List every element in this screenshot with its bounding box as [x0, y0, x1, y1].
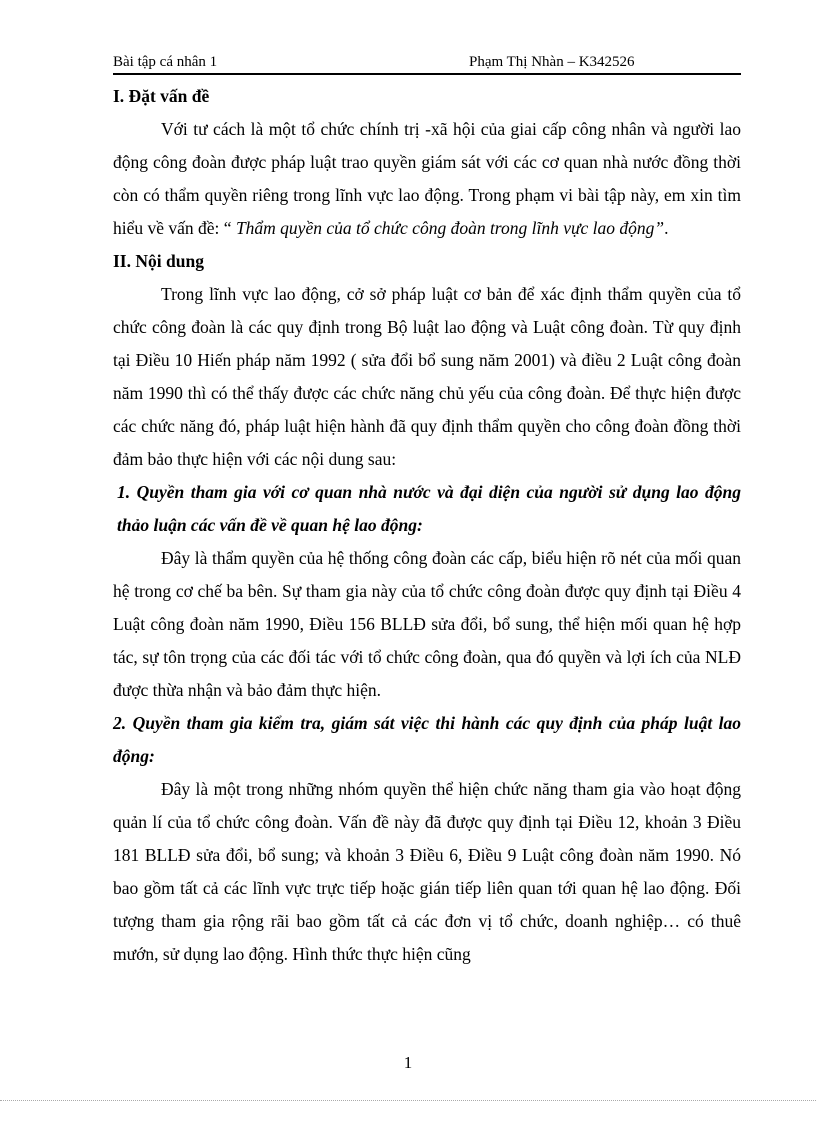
page-header	[113, 52, 741, 72]
section-1-text: Với tư cách là một tổ chức chính trị -xã hội của giai cấp công nhân và người lao động công đoàn được pháp luật trao quyền giám sát với các cơ quan nhà nước đồng thời còn có thẩm quyền riêng trong lĩnh vực lao động. Trong phạm vi bài tập này, em xin tìm hiểu về vấn đề: “	[113, 119, 741, 238]
section-2-heading: II. Nội dung	[113, 251, 204, 271]
section-1-heading: I. Đặt vấn đề	[113, 86, 210, 106]
subsection-2-paragraph: Đây là một trong những nhóm quyền thể hiện chức năng tham gia vào hoạt động quản lí của tổ chức công đoàn. Vấn đề này đã được quy định tại Điều 12, khoản 3 Điều 181 BLLĐ sửa đổi, bổ sung; và khoản 3 Điều 6, Điều 9 Luật công đoàn năm 1990. Nó bao gồm tất cả các lĩnh vực trực tiếp hoặc gián tiếp liên quan tới quan hệ lao động. Đối tượng tham gia rộng rãi bao gồm tất cả các đơn vị tổ chức, doanh nghiệp… có thuê mướn, sử dụng lao động. Hình thức thực hiện cũng	[113, 779, 741, 964]
page-break-line	[0, 1100, 816, 1101]
page-number: 1	[403, 1053, 413, 1072]
section-1-end: .	[664, 218, 669, 238]
subsection-2-heading: 2. Quyền tham gia kiểm tra, giám sát việc thi hành các quy định của pháp luật lao động:	[113, 713, 741, 766]
subsection-1-paragraph: Đây là thẩm quyền của hệ thống công đoàn các cấp, biểu hiện rõ nét của mối quan hệ trong cơ chế ba bên. Sự tham gia này của tổ chức công đoàn được quy định tại Điều 4 Luật công đoàn năm 1990, Điều 156 BLLĐ sửa đổi, bổ sung, thể hiện mối quan hệ hợp tác, sự tôn trọng của các đối tác với tổ chức công đoàn, qua đó quyền và lợi ích của NLĐ được thừa nhận và bảo đảm thực hiện.	[113, 548, 741, 700]
section-1-paragraph	[113, 113, 741, 245]
header-right-text: Phạm Thị Nhàn – K342526	[469, 54, 635, 70]
document-body	[113, 80, 741, 971]
subsection-1-heading: 1. Quyền tham gia với cơ quan nhà nước và đại diện của người sử dụng lao động thảo luận các vấn đề về quan hệ lao động:	[117, 482, 741, 535]
section-1-italic-quote: Thẩm quyền của tổ chức công đoàn trong lĩnh vực lao động”	[235, 218, 665, 238]
section-2-paragraph: Trong lĩnh vực lao động, cở sở pháp luật cơ bản để xác định thẩm quyền của tổ chức công đoàn là các quy định trong Bộ luật lao động và Luật công đoàn. Từ quy định tại Điều 10 Hiến pháp năm 1992 ( sửa đổi bổ sung năm 2001) và điều 2 Luật công đoàn năm 1990 thì có thể thấy được các chức năng chủ yếu của công đoàn. Để thực hiện được các chức năng đó, pháp luật hiện hành đã quy định thẩm quyền cho công đoàn đồng thời đảm bảo thực hiện với các nội dung sau:	[113, 284, 741, 469]
header-left-text: Bài tập cá nhân 1	[113, 54, 218, 70]
header-rule	[113, 73, 741, 75]
